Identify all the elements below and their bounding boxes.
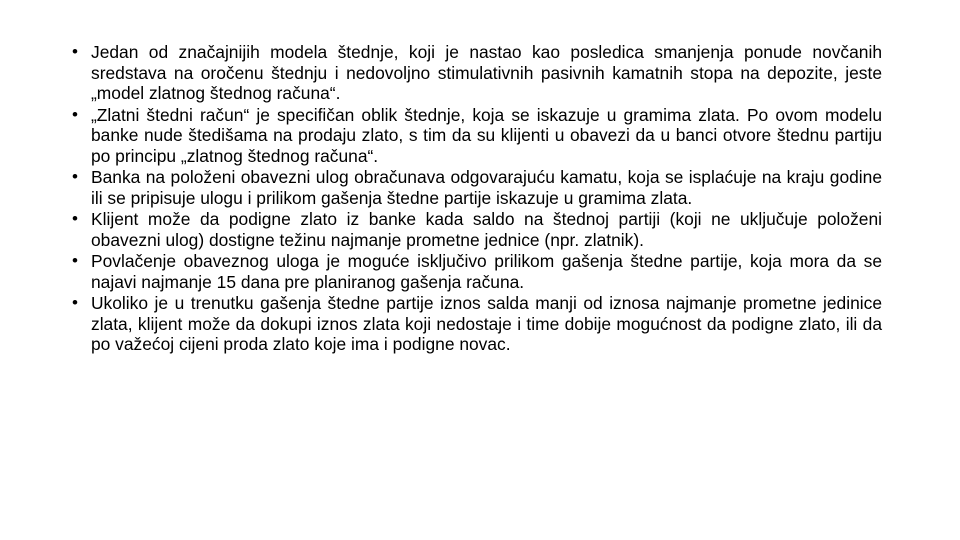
bullet-item — [72, 209, 882, 250]
bullet-icon: • — [72, 209, 78, 228]
bullet-icon: • — [72, 42, 78, 61]
bullet-item — [72, 167, 882, 208]
bullet-icon: • — [72, 104, 78, 124]
bullet-item — [72, 293, 882, 355]
bullet-item — [72, 105, 882, 167]
bullet-text: „Zlatni štedni račun“ je specifičan oblik štednje, koja se iskazuje u gramima zlata. Po ovom modelu banke nude štedišama na prodaju zlato, s tim da su klijenti u obavezi da u banci otvore štednu partiju po principu „zlatnog štednog računa“. — [91, 104, 882, 166]
bullet-text: Povlačenje obaveznog uloga je moguće isključivo prilikom gašenja štedne partije, koja mora da se najavi najmanje 15 dana pre planiranog gašenja računa. — [91, 251, 882, 292]
bullet-icon: • — [72, 167, 78, 186]
bullet-text: Banka na položeni obavezni ulog obračunava odgovarajuću kamatu, koja se isplaćuje na kraju godine ili se pripisuje ulogu i prilikom gašenja štedne partije iskazuje u gramima zlata. — [91, 167, 882, 208]
bullet-icon: • — [72, 251, 78, 270]
bullet-item — [72, 42, 882, 104]
bullet-list — [72, 42, 882, 356]
bullet-text: Klijent može da podigne zlato iz banke kada saldo na štednoj partiji (koji ne uključuje položeni obavezni ulog) dostigne težinu najmanje prometne jednice (npr. zlatnik). — [91, 209, 882, 250]
bullet-text: Jedan od značajnijih modela štednje, koji je nastao kao posledica smanjenja ponude novčanih sredstava na oročenu štednju i nedovoljno stimulativnih pasivnih kamatnih stopa na depozite, jeste „model zlatnog štednog računa“. — [91, 42, 882, 103]
bullet-item — [72, 251, 882, 292]
bullet-icon: • — [72, 293, 78, 312]
bullet-text: Ukoliko je u trenutku gašenja štedne partije iznos salda manji od iznosa najmanje prometne jedinice zlata, klijent može da dokupi iznos zlata koji nedostaje i time dobije mogućnost da podigne zlato, ili da po važećoj cijeni proda zlato koje ima i podigne novac. — [91, 293, 882, 354]
